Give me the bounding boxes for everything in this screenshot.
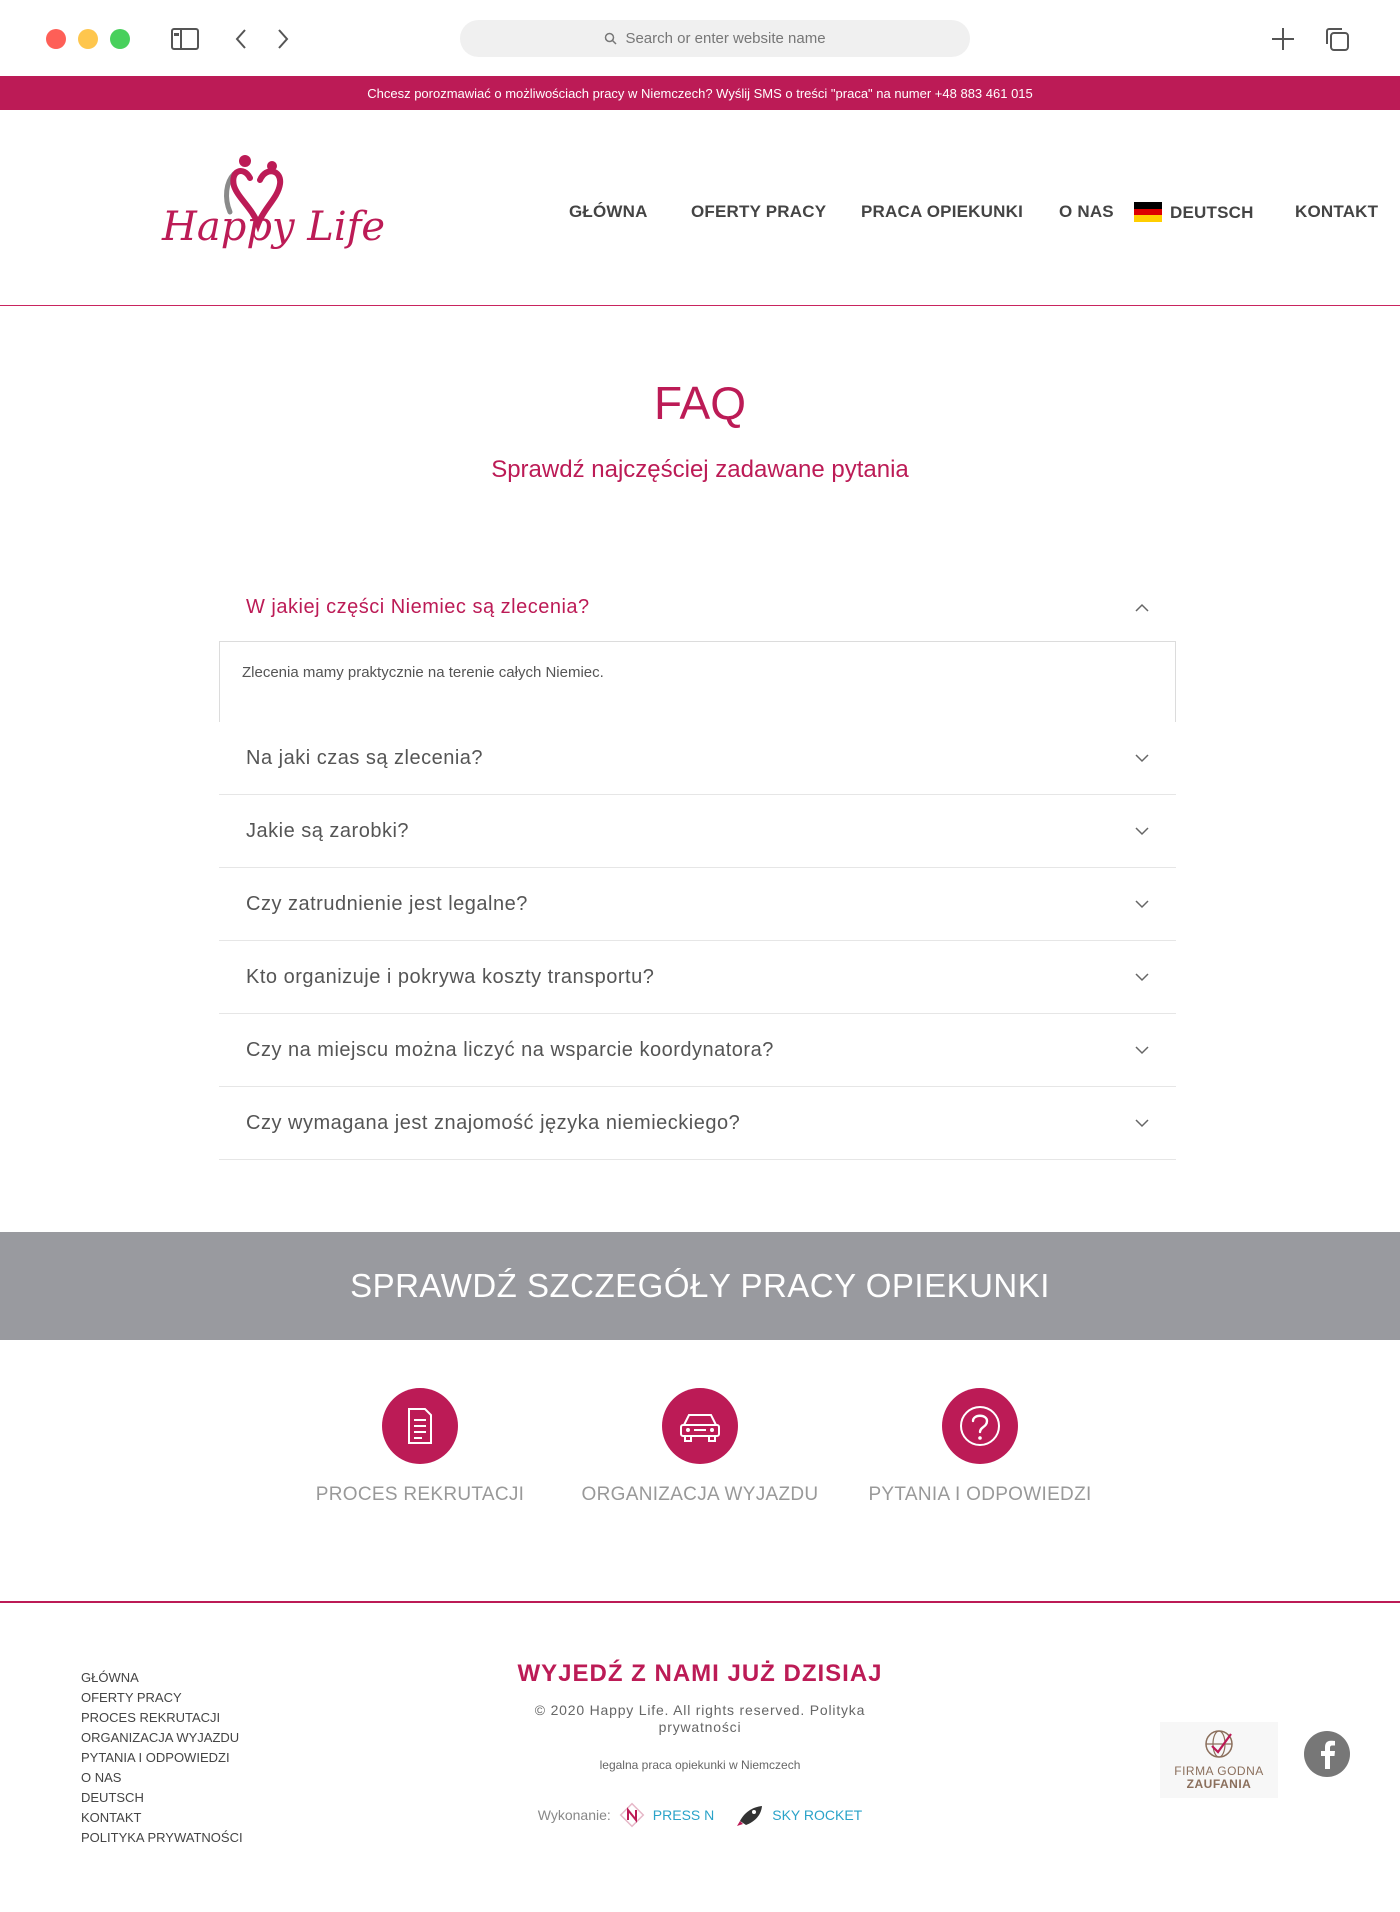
nav-item-kontakt[interactable]: KONTAKT bbox=[1295, 202, 1379, 221]
nav-item-praca-opiekunki[interactable]: PRACA OPIEKUNKI bbox=[861, 202, 1023, 221]
nav-item-glowna[interactable]: GŁÓWNA bbox=[569, 202, 648, 221]
faq-question-open[interactable] bbox=[219, 574, 1176, 642]
page-title: FAQ bbox=[653, 377, 747, 429]
new-tab-icon[interactable] bbox=[1266, 22, 1300, 56]
question-icon bbox=[942, 1388, 1018, 1464]
chevron-down-icon bbox=[1134, 896, 1150, 912]
banner-text: SPRAWDŹ SZCZEGÓŁY PRACY OPIEKUNKI bbox=[350, 1267, 1050, 1304]
footer-link[interactable]: GŁÓWNA bbox=[81, 1670, 139, 1685]
maximize-window-button[interactable] bbox=[110, 29, 130, 49]
footer-link[interactable]: KONTAKT bbox=[81, 1810, 142, 1825]
faq-answer: Zlecenia mamy praktycznie na terenie całych Niemiec. bbox=[219, 642, 1176, 722]
footer-headline: WYJEDŹ Z NAMI JUŻ DZISIAJ bbox=[517, 1660, 883, 1687]
page-subtitle: Sprawdź najczęściej zadawane pytania bbox=[491, 456, 909, 483]
footer-copyright: © 2020 Happy Life. All rights reserved. Polityka prywatności bbox=[534, 1702, 866, 1735]
feature-recruitment-process[interactable] bbox=[270, 1388, 570, 1506]
feature-label: ORGANIZACJA WYJAZDU bbox=[581, 1484, 819, 1505]
faq-question-text: W jakiej części Niemiec są zlecenia? bbox=[246, 596, 590, 618]
sidebar-toggle-icon[interactable] bbox=[168, 22, 202, 56]
minimize-window-button[interactable] bbox=[78, 29, 98, 49]
caregiver-details-banner[interactable] bbox=[0, 1232, 1400, 1340]
globe-icon bbox=[1203, 1728, 1235, 1760]
nav-item-oferty-pracy[interactable]: OFERTY PRACY bbox=[691, 202, 827, 221]
address-bar[interactable] bbox=[460, 20, 970, 57]
faq-accordion bbox=[219, 574, 1176, 1160]
footer-link[interactable]: DEUTSCH bbox=[81, 1790, 144, 1805]
trust-badge-line1: FIRMA GODNA bbox=[1174, 1764, 1264, 1778]
trust-badge-line2: ZAUFANIA bbox=[1186, 1777, 1252, 1791]
press-n-logo-icon bbox=[619, 1802, 645, 1828]
trust-badge[interactable] bbox=[1160, 1722, 1278, 1798]
chevron-down-icon bbox=[1134, 1042, 1150, 1058]
faq-question[interactable] bbox=[219, 1014, 1176, 1087]
footer-link[interactable]: PYTANIA I ODPOWIEDZI bbox=[81, 1750, 230, 1765]
footer-link[interactable]: ORGANIZACJA WYJAZDU bbox=[81, 1730, 240, 1745]
promo-text: Chcesz porozmawiać o możliwościach pracy w Niemczech? Wyślij SMS o treści "praca" na numer +48 883 461 015 bbox=[367, 85, 1033, 101]
chevron-down-icon bbox=[1134, 750, 1150, 766]
rocket-icon bbox=[736, 1803, 764, 1827]
nav-item-deutsch[interactable] bbox=[1134, 202, 1254, 223]
footer-link[interactable]: OFERTY PRACY bbox=[81, 1690, 182, 1705]
german-flag-icon bbox=[1134, 202, 1162, 222]
car-icon bbox=[662, 1388, 738, 1464]
address-placeholder: Search or enter website name bbox=[625, 30, 826, 47]
faq-question-text: Jakie są zarobki? bbox=[246, 819, 410, 842]
faq-question[interactable] bbox=[219, 1087, 1176, 1160]
footer-center bbox=[500, 1660, 900, 1828]
faq-question[interactable] bbox=[219, 941, 1176, 1014]
credits-label: Wykonanie: bbox=[537, 1807, 611, 1823]
footer-link[interactable]: PROCES REKRUTACJI bbox=[81, 1710, 221, 1725]
feature-trip-organization[interactable] bbox=[550, 1388, 850, 1506]
feature-questions-answers[interactable] bbox=[830, 1388, 1130, 1506]
chevron-up-icon bbox=[1134, 600, 1150, 616]
press-n-link[interactable]: PRESS N bbox=[652, 1807, 715, 1823]
tabs-overview-icon[interactable] bbox=[1320, 22, 1354, 56]
footer-credits bbox=[500, 1802, 900, 1828]
faq-question[interactable] bbox=[219, 795, 1176, 868]
sky-rocket-link[interactable]: SKY ROCKET bbox=[772, 1807, 863, 1823]
document-icon bbox=[382, 1388, 458, 1464]
faq-question[interactable] bbox=[219, 868, 1176, 941]
chevron-down-icon bbox=[1134, 1115, 1150, 1131]
svg-text:Happy Life: Happy Life bbox=[162, 204, 386, 250]
sms-promo-bar bbox=[0, 76, 1400, 110]
footer-divider bbox=[0, 1601, 1400, 1603]
faq-question-text: Czy wymagana jest znajomość języka niemieckiego? bbox=[246, 1111, 741, 1134]
nav-item-deutsch-label: DEUTSCH bbox=[1170, 203, 1254, 222]
faq-question-text: Czy na miejscu można liczyć na wsparcie koordynatora? bbox=[246, 1038, 774, 1061]
browser-toolbar bbox=[0, 0, 1400, 76]
faq-question-text: Na jaki czas są zlecenia? bbox=[246, 746, 484, 769]
back-icon[interactable] bbox=[224, 22, 258, 56]
footer-link[interactable]: POLITYKA PRYWATNOŚCI bbox=[81, 1830, 243, 1845]
nav-item-o-nas[interactable]: O NAS bbox=[1059, 202, 1114, 221]
forward-icon[interactable] bbox=[266, 22, 300, 56]
facebook-icon[interactable] bbox=[1304, 1731, 1350, 1777]
footer-links bbox=[81, 1668, 243, 1848]
footer-tagline: legalna praca opiekunki w Niemczech bbox=[599, 1758, 801, 1772]
feature-label: PYTANIA I ODPOWIEDZI bbox=[868, 1484, 1092, 1505]
main-nav bbox=[0, 202, 1400, 242]
footer-link[interactable]: O NAS bbox=[81, 1770, 122, 1785]
search-icon bbox=[604, 32, 617, 45]
chevron-down-icon bbox=[1134, 823, 1150, 839]
faq-question-text: Czy zatrudnienie jest legalne? bbox=[246, 892, 528, 915]
chevron-down-icon bbox=[1134, 969, 1150, 985]
feature-label: PROCES REKRUTACJI bbox=[315, 1484, 525, 1505]
site-header bbox=[0, 110, 1400, 306]
faq-question[interactable] bbox=[219, 722, 1176, 795]
close-window-button[interactable] bbox=[46, 29, 66, 49]
faq-question-text: Kto organizuje i pokrywa koszty transportu? bbox=[246, 965, 655, 988]
